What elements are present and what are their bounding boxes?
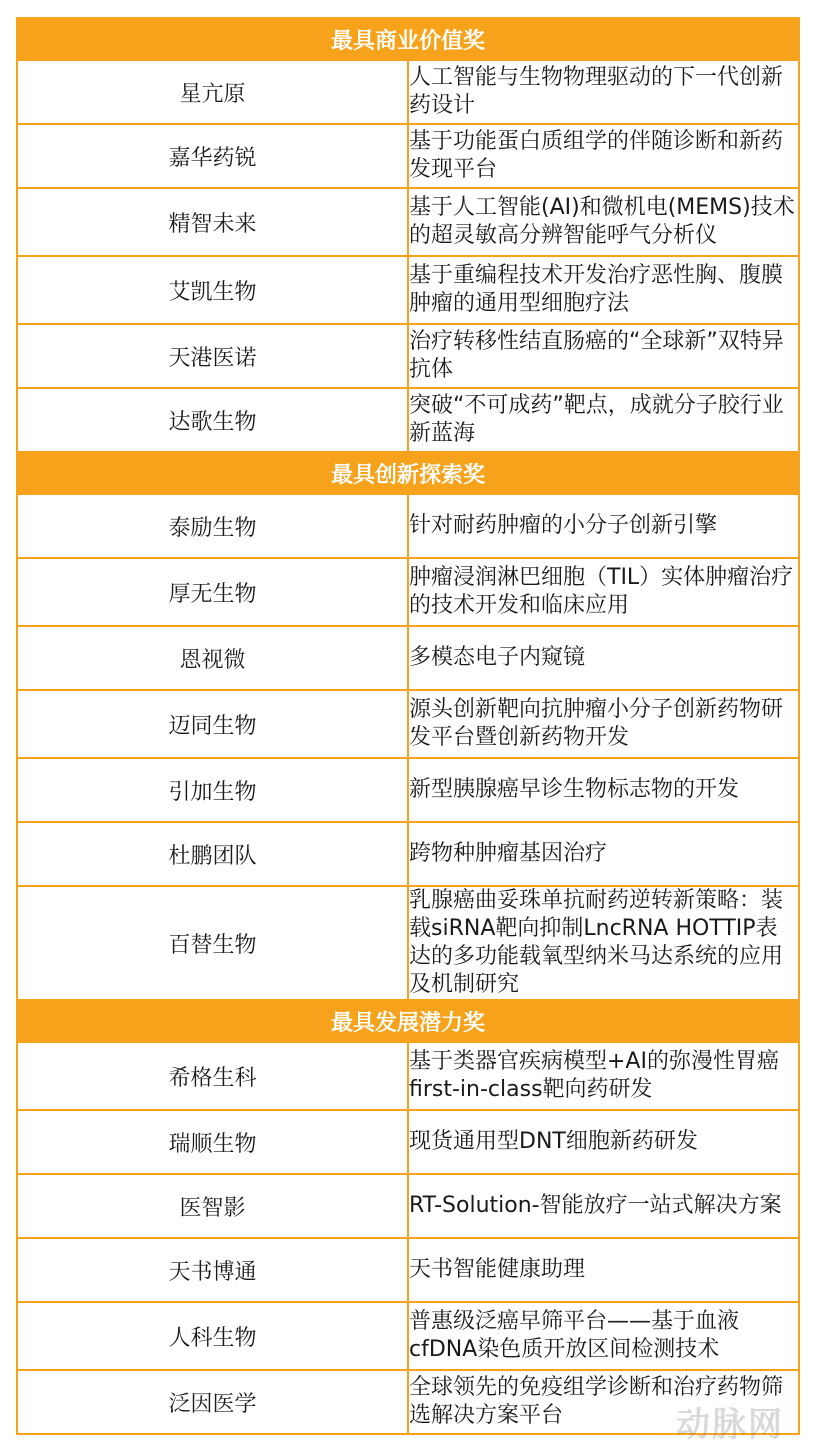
table-row: [17, 1302, 799, 1370]
company-name: 迈同生物: [17, 690, 408, 758]
project-name: RT-Solution-智能放疗一站式解决方案: [408, 1174, 799, 1238]
project-name: 人工智能与生物物理驱动的下一代创新药设计: [408, 60, 799, 124]
project-name: 基于类器官疾病模型+AI的弥漫性胃癌first-in-class靶向药研发: [408, 1042, 799, 1110]
section-header-row: [17, 452, 799, 494]
company-name: 达歌生物: [17, 388, 408, 452]
project-name: 源头创新靶向抗肿瘤小分子创新药物研发平台暨创新药物开发: [408, 690, 799, 758]
table-row: [17, 822, 799, 886]
section-header-row: [17, 18, 799, 60]
company-name: 天书博通: [17, 1238, 408, 1302]
project-name: 治疗转移性结直肠癌的“全球新”双特异抗体: [408, 324, 799, 388]
table-row: [17, 256, 799, 324]
company-name: 瑞顺生物: [17, 1110, 408, 1174]
company-name: 恩视微: [17, 626, 408, 690]
section-title: 最具商业价值奖: [17, 18, 799, 60]
table-row: [17, 1042, 799, 1110]
section-title: 最具创新探索奖: [17, 452, 799, 494]
company-name: 人科生物: [17, 1302, 408, 1370]
project-name: 基于人工智能(AI)和微机电(MEMS)技术的超灵敏高分辨智能呼气分析仪: [408, 188, 799, 256]
company-name: 艾凯生物: [17, 256, 408, 324]
project-name: 现货通用型DNT细胞新药研发: [408, 1110, 799, 1174]
section-title: 最具发展潜力奖: [17, 1000, 799, 1042]
project-name: 乳腺癌曲妥珠单抗耐药逆转新策略：装载siRNA靶向抑制LncRNA HOTTIP表达的多功能载氧型纳米马达系统的应用及机制研究: [408, 886, 799, 1000]
project-name: 全球领先的免疫组学诊断和治疗药物筛选解决方案平台: [408, 1370, 799, 1434]
table-row: [17, 494, 799, 558]
company-name: 天港医诺: [17, 324, 408, 388]
company-name: 引加生物: [17, 758, 408, 822]
table-row: [17, 324, 799, 388]
project-name: 普惠级泛癌早筛平台——基于血液cfDNA染色质开放区间检测技术: [408, 1302, 799, 1370]
company-name: 医智影: [17, 1174, 408, 1238]
company-name: 精智未来: [17, 188, 408, 256]
table-row: [17, 758, 799, 822]
project-name: 针对耐药肿瘤的小分子创新引擎: [408, 494, 799, 558]
company-name: 泰励生物: [17, 494, 408, 558]
company-name: 杜鹏团队: [17, 822, 408, 886]
project-name: 肿瘤浸润淋巴细胞（TIL）实体肿瘤治疗的技术开发和临床应用: [408, 558, 799, 626]
company-name: 百替生物: [17, 886, 408, 1000]
table-row: [17, 626, 799, 690]
table-row: [17, 188, 799, 256]
table-row: [17, 124, 799, 188]
table-row: [17, 388, 799, 452]
table-row: [17, 558, 799, 626]
company-name: 星亢原: [17, 60, 408, 124]
company-name: 嘉华药锐: [17, 124, 408, 188]
company-name: 厚无生物: [17, 558, 408, 626]
watermark-logo: 动脉网: [676, 1405, 784, 1445]
table-row: [17, 1238, 799, 1302]
project-name: 天书智能健康助理: [408, 1238, 799, 1302]
company-name: 希格生科: [17, 1042, 408, 1110]
section-header-row: [17, 1000, 799, 1042]
table-row: [17, 690, 799, 758]
table-row: [17, 886, 799, 1000]
project-name: 基于功能蛋白质组学的伴随诊断和新药发现平台: [408, 124, 799, 188]
table-row: [17, 1174, 799, 1238]
project-name: 跨物种肿瘤基因治疗: [408, 822, 799, 886]
project-name: 新型胰腺癌早诊生物标志物的开发: [408, 758, 799, 822]
award-table: [16, 17, 800, 1435]
project-name: 基于重编程技术开发治疗恶性胸、腹膜肿瘤的通用型细胞疗法: [408, 256, 799, 324]
project-name: 突破“不可成药”靶点，成就分子胶行业新蓝海: [408, 388, 799, 452]
table-row: [17, 60, 799, 124]
company-name: 泛因医学: [17, 1370, 408, 1434]
project-name: 多模态电子内窥镜: [408, 626, 799, 690]
table-row: [17, 1110, 799, 1174]
